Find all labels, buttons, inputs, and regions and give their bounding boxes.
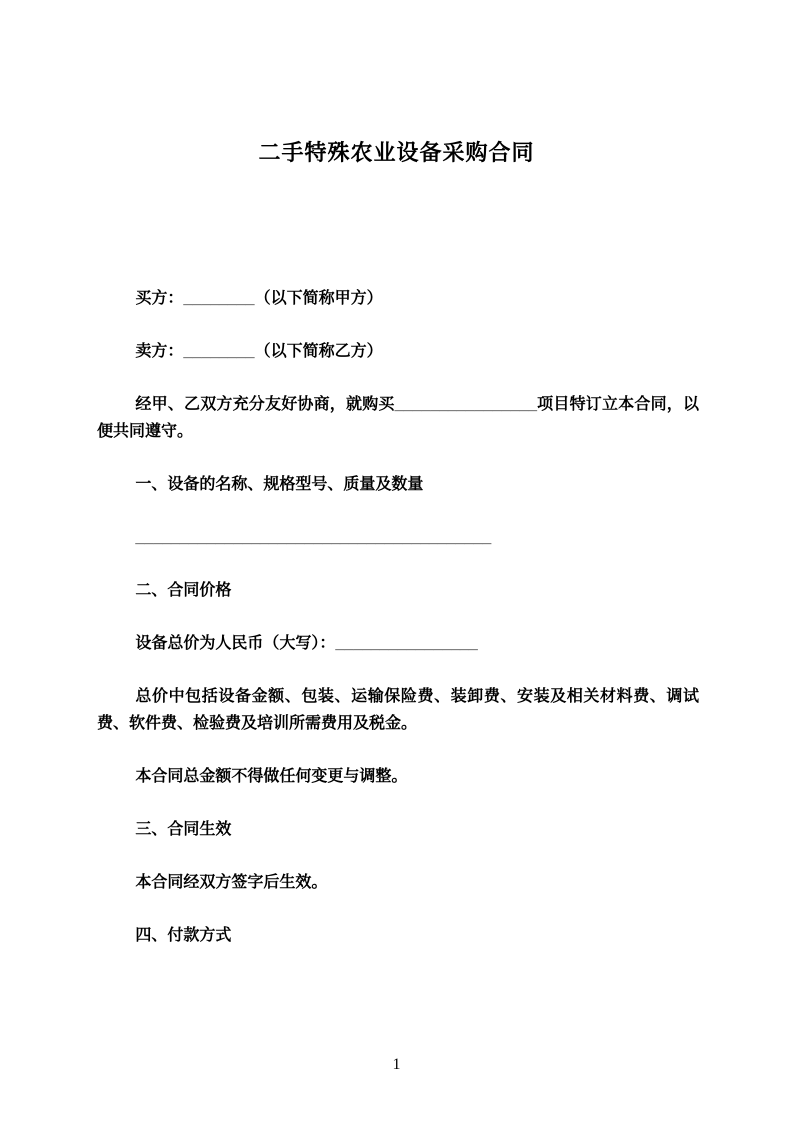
paragraph-preamble: 经甲、乙双方充分友好协商，就购买________________项目特订立本合同，以便共同遵守。 [97, 396, 699, 440]
equipment-fill-in-blank-line: ________________________________________ [135, 529, 492, 546]
page-number: 1 [392, 1056, 401, 1073]
section-heading-2-contract-price: 二、合同价格 [135, 582, 232, 599]
section-heading-4-payment-method: 四、付款方式 [135, 927, 232, 944]
paragraph-buyer: 买方：________（以下简称甲方） [135, 290, 383, 307]
section-heading-1-equipment: 一、设备的名称、规格型号、质量及数量 [135, 476, 424, 493]
paragraph-effective-after-signing: 本合同经双方签字后生效。 [135, 874, 328, 891]
document-body [0, 285, 793, 949]
paragraph-no-adjustment: 本合同总金额不得做任何变更与调整。 [135, 768, 408, 785]
paragraph-price-includes: 总价中包括设备金额、包装、运输保险费、装卸费、安装及相关材料费、调试费、软件费、检验费及培训所需费用及税金。 [97, 688, 699, 732]
section-heading-3-effectiveness: 三、合同生效 [135, 821, 232, 838]
paragraph-seller: 卖方：________（以下简称乙方） [135, 343, 383, 360]
document-title: 二手特殊农业设备采购合同 [258, 140, 535, 165]
paragraph-total-price: 设备总价为人民币（大写）：________________ [135, 635, 478, 652]
